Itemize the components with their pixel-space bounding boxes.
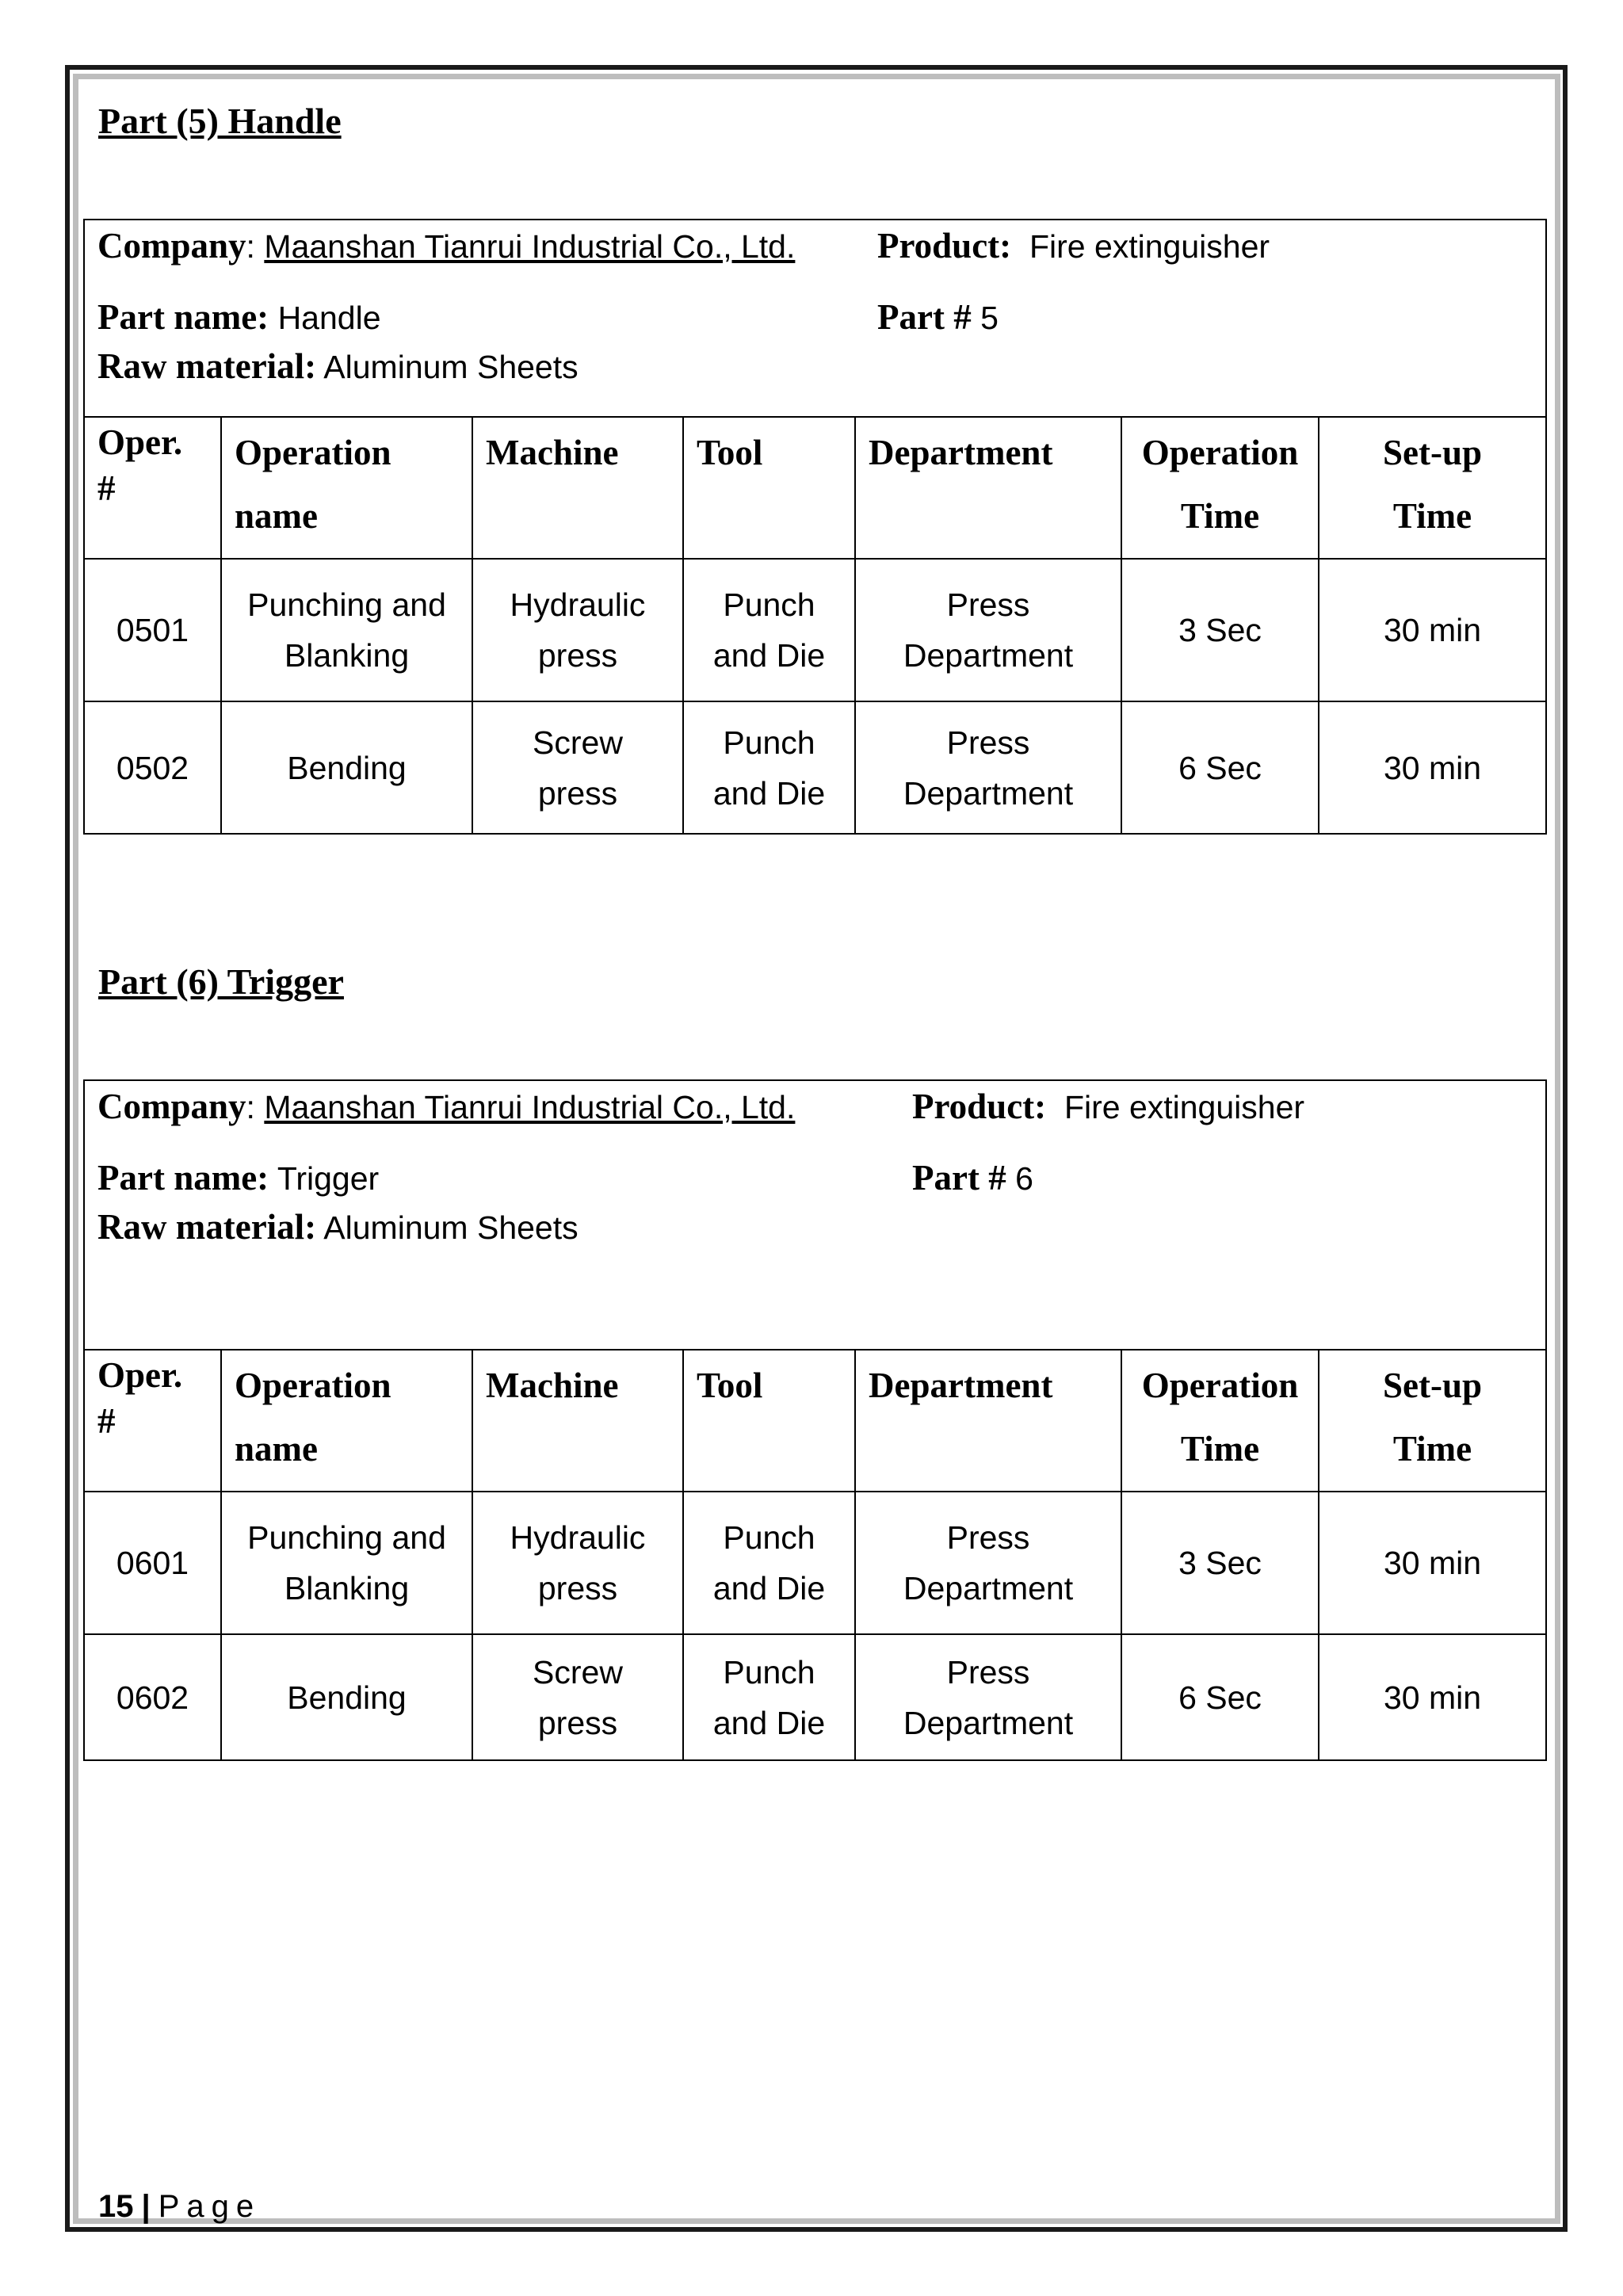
cell-setup-time: 30 min (1319, 1492, 1545, 1634)
raw-material-line (97, 346, 579, 387)
cell-department: Press Department (855, 1634, 1121, 1759)
part-name-label: Part name: (97, 297, 269, 337)
header-tool: Tool (683, 418, 855, 559)
part-no-value: 6 (1015, 1160, 1033, 1197)
raw-material-line (97, 1206, 579, 1247)
section-title: Part (6) Trigger (98, 961, 344, 1002)
header-operation-name: Operation name (221, 418, 472, 559)
cell-department: Press Department (855, 559, 1121, 701)
cell-setup-time: 30 min (1319, 1634, 1545, 1759)
part-no-line (877, 296, 999, 338)
cell-oper: 0501 (85, 559, 221, 701)
sheet-info (85, 1081, 1545, 1350)
raw-material-label: Raw material: (97, 346, 317, 386)
header-operation-name: Operation name (221, 1350, 472, 1492)
cell-oper: 0601 (85, 1492, 221, 1634)
part-name-value: Handle (277, 300, 381, 336)
cell-machine: Hydraulic press (472, 559, 683, 701)
cell-department: Press Department (855, 701, 1121, 833)
header-operation-time: Operation Time (1121, 418, 1319, 559)
cell-operation-name: Punching and Blanking (221, 1492, 472, 1634)
cell-operation-time: 6 Sec (1121, 701, 1319, 833)
cell-machine: Hydraulic press (472, 1492, 683, 1634)
part-no-label: Part # (877, 297, 972, 337)
header-department: Department (855, 418, 1121, 559)
company-label: Company (97, 1087, 246, 1126)
page-label: Page (158, 2189, 262, 2224)
header-tool: Tool (683, 1350, 855, 1492)
header-setup-time: Set-up Time (1319, 1350, 1545, 1492)
part-no-value: 5 (980, 300, 999, 336)
product-line (877, 225, 1270, 266)
cell-machine: Screw press (472, 1634, 683, 1759)
header-operation-time: Operation Time (1121, 1350, 1319, 1492)
part-name-value: Trigger (277, 1160, 380, 1197)
product-value: Fire extinguisher (1029, 228, 1270, 265)
header-machine: Machine (472, 418, 683, 559)
cell-setup-time: 30 min (1319, 701, 1545, 833)
part-name-line (97, 1157, 379, 1198)
sheet-info (85, 220, 1545, 418)
product-label: Product: (912, 1087, 1047, 1126)
cell-operation-name: Bending (221, 1634, 472, 1759)
cell-tool: Punch and Die (683, 559, 855, 701)
page-footer (98, 2189, 261, 2225)
table-row (85, 559, 1545, 701)
company-label: Company (97, 226, 246, 266)
company-line: Company: Maanshan Tianrui Industrial Co., Ltd. (97, 1087, 796, 1126)
header-oper: Oper. # (85, 1350, 221, 1492)
table-header-row (85, 418, 1545, 559)
raw-material-label: Raw material: (97, 1207, 317, 1247)
raw-material-value: Aluminum Sheets (323, 349, 579, 385)
company-value: Maanshan Tianrui Industrial Co., Ltd. (264, 228, 796, 265)
header-department: Department (855, 1350, 1121, 1492)
table-row (85, 1634, 1545, 1759)
product-label: Product: (877, 226, 1012, 266)
cell-operation-time: 3 Sec (1121, 1492, 1319, 1634)
operations-table (85, 418, 1545, 833)
page-number: 15 (98, 2189, 134, 2224)
company-line: Company: Maanshan Tianrui Industrial Co., Ltd. (97, 226, 796, 266)
part-name-label: Part name: (97, 1158, 269, 1198)
header-oper: Oper. # (85, 418, 221, 559)
route-sheet (83, 1079, 1547, 1761)
cell-tool: Punch and Die (683, 1634, 855, 1759)
cell-operation-name: Bending (221, 701, 472, 833)
cell-department: Press Department (855, 1492, 1121, 1634)
part-no-line (912, 1157, 1033, 1198)
part-no-label: Part # (912, 1158, 1006, 1198)
header-setup-time: Set-up Time (1319, 418, 1545, 559)
cell-tool: Punch and Die (683, 1492, 855, 1634)
product-value: Fire extinguisher (1064, 1089, 1305, 1125)
cell-tool: Punch and Die (683, 701, 855, 833)
table-header-row (85, 1350, 1545, 1492)
company-value: Maanshan Tianrui Industrial Co., Ltd. (264, 1089, 796, 1125)
raw-material-value: Aluminum Sheets (323, 1209, 579, 1246)
operations-table (85, 1350, 1545, 1759)
cell-setup-time: 30 min (1319, 559, 1545, 701)
cell-operation-time: 3 Sec (1121, 559, 1319, 701)
cell-oper: 0602 (85, 1634, 221, 1759)
part-name-line (97, 296, 381, 338)
footer-separator: | (141, 2189, 151, 2224)
cell-operation-time: 6 Sec (1121, 1634, 1319, 1759)
cell-oper: 0502 (85, 701, 221, 833)
route-sheet (83, 219, 1547, 835)
table-row (85, 701, 1545, 833)
cell-operation-name: Punching and Blanking (221, 559, 472, 701)
header-machine: Machine (472, 1350, 683, 1492)
section-title: Part (5) Handle (98, 101, 342, 141)
table-row (85, 1492, 1545, 1634)
product-line (912, 1086, 1304, 1127)
cell-machine: Screw press (472, 701, 683, 833)
